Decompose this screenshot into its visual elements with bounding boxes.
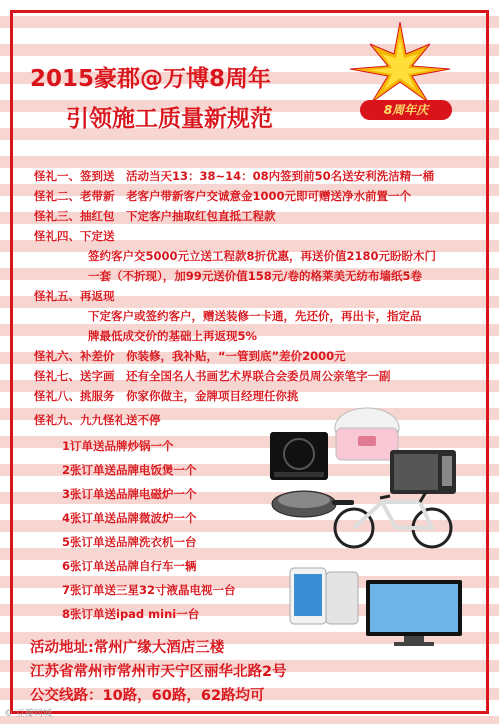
list-item: 3张订单送品牌电磁炉一个 <box>62 487 197 501</box>
bus-routes: 公交线路：10路，60路，62路均可 <box>30 688 265 704</box>
title-line-1: 2015豪郡@万博8周年 <box>30 66 272 92</box>
tv-image <box>364 578 464 648</box>
gift-line: 下定客户或签约客户，赠送装修一卡通，先还价，再出卡，指定品 <box>88 309 422 323</box>
list-item: 6张订单送品牌自行车一辆 <box>62 559 197 573</box>
gift-line: 怪礼四、下定送 <box>34 229 115 243</box>
gift-line: 怪礼九、九九怪礼送不停 <box>34 413 161 427</box>
gift-line: 牌最低成交价的基础上再返现5% <box>88 329 258 343</box>
list-item: 4张订单送品牌微波炉一个 <box>62 511 197 525</box>
bicycle-image <box>330 488 458 550</box>
star-burst-decoration <box>340 14 460 109</box>
list-item: 1订单送品牌炒锅一个 <box>62 439 174 453</box>
title-line-2: 引领施工质量新规范 <box>66 106 273 132</box>
watermark: © 豆瓣同城 <box>4 709 52 719</box>
gift-line: 一套（不折现），加99元送价值158元/卷的格莱美无纺布墙纸5卷 <box>88 269 422 283</box>
ipad-image <box>288 566 360 628</box>
gift-line: 怪礼三、抽红包 下定客户抽取红包直抵工程款 <box>34 209 276 223</box>
list-item: 2张订单送品牌电饭煲一个 <box>62 463 197 477</box>
gift-line: 怪礼八、挑服务 你家你做主，金牌项目经理任你挑 <box>34 389 299 403</box>
list-item: 8张订单送ipad mini一台 <box>62 607 200 621</box>
list-item: 7张订单送三星32寸液晶电视一台 <box>62 583 236 597</box>
gift-line: 怪礼五、再返现 <box>34 289 115 303</box>
gift-line: 签约客户交5000元立送工程款8折优惠，再送价值2180元盼盼木门 <box>88 249 437 263</box>
address-label: 活动地址:常州广缘大酒店三楼 <box>30 640 225 656</box>
gift-line: 怪礼七、送字画 还有全国名人书画艺术界联合会委员周公亲笔字一副 <box>34 369 391 383</box>
induction-cooker-image <box>268 426 330 484</box>
gift-line: 怪礼六、补差价 你装修，我补贴，“一管到底”差价2000元 <box>34 349 346 363</box>
anniversary-badge: 8周年庆 <box>360 100 452 120</box>
gift-line: 怪礼一、签到送 活动当天13：38~14：08内签到前50名送安利洗洁精一桶 <box>34 169 435 183</box>
address: 江苏省常州市常州市天宁区丽华北路2号 <box>30 664 287 680</box>
list-item: 5张订单送品牌洗衣机一台 <box>62 535 197 549</box>
gift-line: 怪礼二、老带新 老客户带新客户交诚意金1000元即可赠送净水前置一个 <box>34 189 412 203</box>
